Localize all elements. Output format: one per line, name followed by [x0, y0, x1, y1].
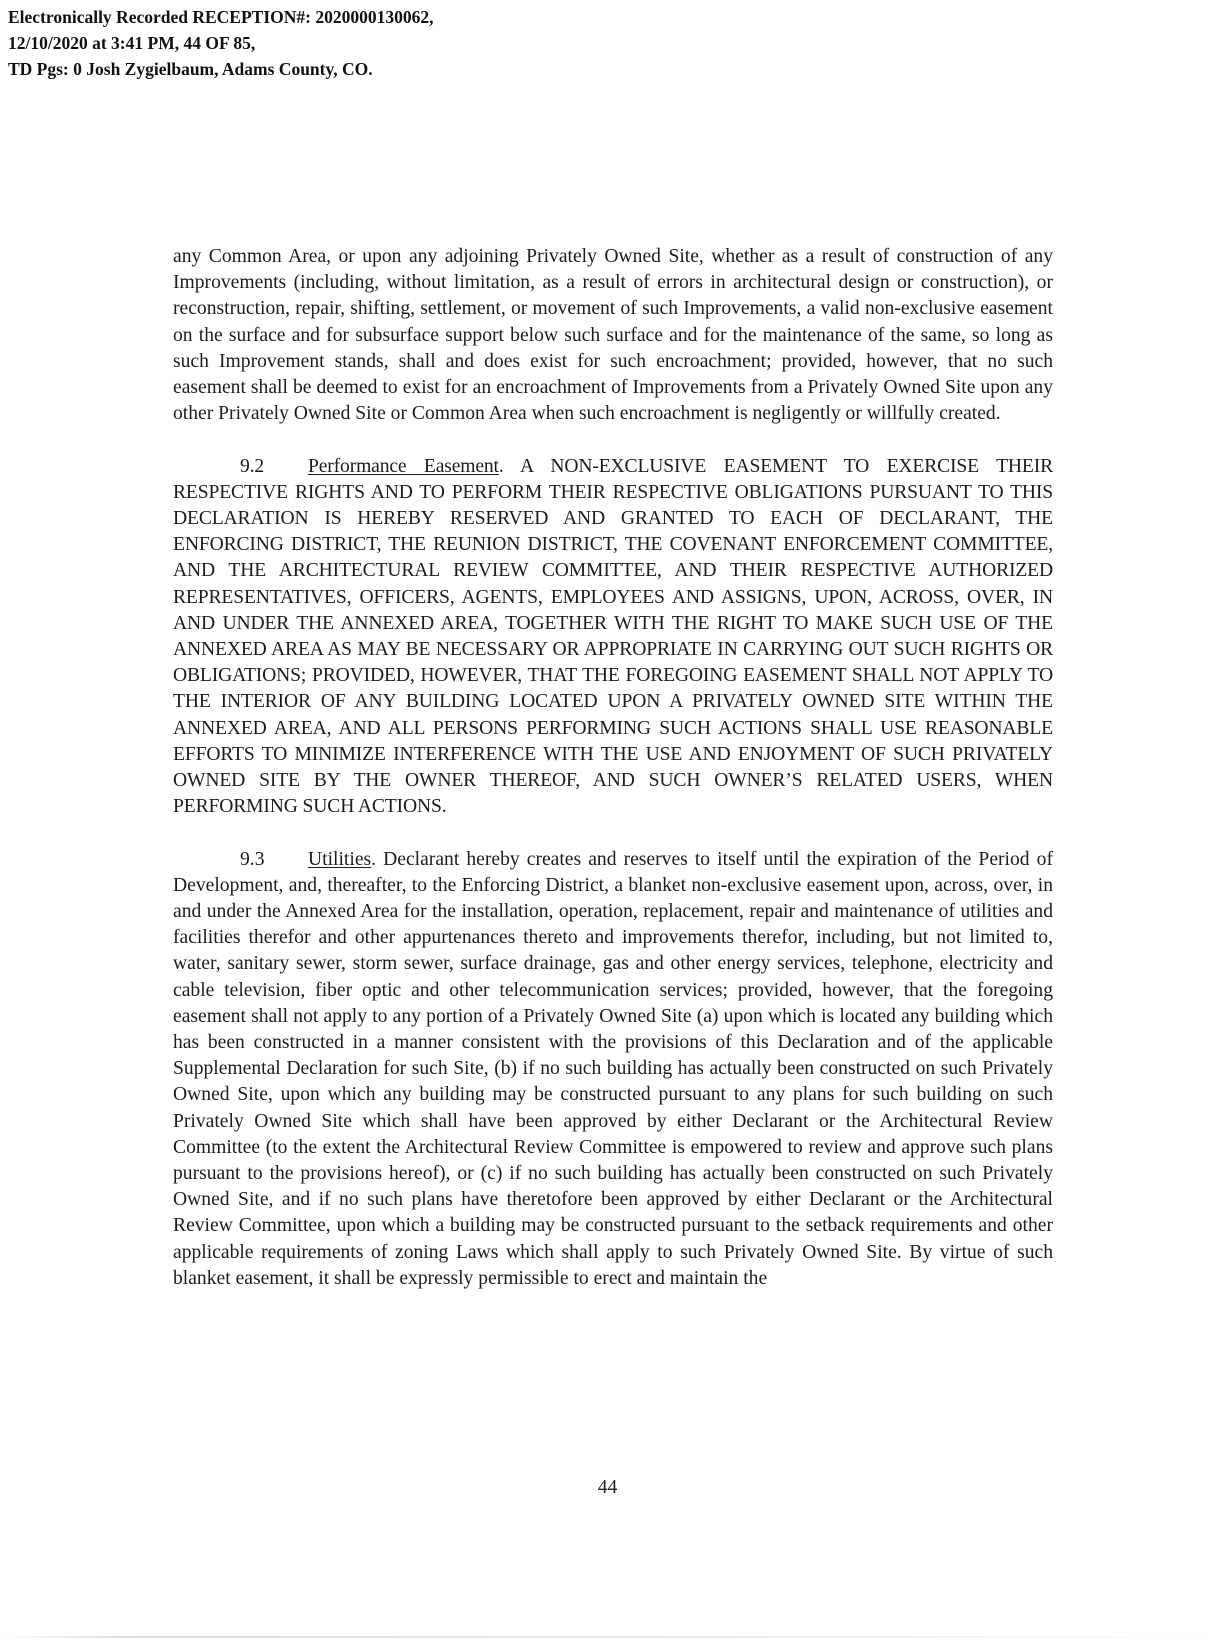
page-number: 44 [597, 1477, 618, 1498]
section-text: . Declarant hereby creates and reserves to itself until the expiration of the Period of Development, and, thereafter, to the Enforcing District, a blanket non-exclusive easement upon, across, over, in and under the Annexed Area for the installation, operation, replacement, repair and maintenance of utilities and facilities therefor and other appurtenances thereto and improvements therefor, including, but not limited to, water, sanitary sewer, storm sewer, surface drainage, gas and other energy services, telephone, electricity and cable television, fiber optic and other telecommunication services; provided, however, that the foregoing easement shall not apply to any portion of a Privately Owned Site (a) upon which is located any building which has been constructed in a manner consistent with the provisions of this Declaration and of the applicable Supplemental Declaration for such Site, (b) if no such building has actually been constructed on such Privately Owned Site, upon which any building may be constructed pursuant to any plans for such building on such Privately Owned Site which shall have been approved by either Declarant or the Architectural Review Committee (to the extent the Architectural Review Committee is empowered to review and approve such plans pursuant to the provisions hereof), or (c) if no such building has actually been constructed on such Privately Owned Site, and if no such plans have theretofore been approved by either Declarant or the Architectural Review Committee, upon which a building may be constructed pursuant to the setback requirements and other applicable requirements of zoning Laws which shall apply to such Privately Owned Site. By virtue of such blanket easement, it shall be expressly permissible to erect and maintain the [173, 848, 1053, 1289]
section-9-3 [173, 847, 1053, 1292]
recording-stamp-line-1: Electronically Recorded RECEPTION#: 2020000130062, [8, 7, 434, 27]
recording-stamp-line-2: 12/10/2020 at 3:41 PM, 44 OF 85, [8, 33, 256, 53]
document-body [173, 244, 1053, 1292]
recording-stamp [8, 4, 433, 82]
section-9-2 [173, 454, 1053, 821]
section-text: . A NON-EXCLUSIVE EASEMENT TO EXERCISE THEIR RESPECTIVE RIGHTS AND TO PERFORM THEIR RESPECTIVE OBLIGATIONS PURSUANT TO THIS DECLARATION IS HEREBY RESERVED AND GRANTED TO EACH OF DECLARANT, THE ENFORCING DISTRICT, THE REUNION DISTRICT, THE COVENANT ENFORCEMENT COMMITTEE, AND THE ARCHITECTURAL REVIEW COMMITTEE, AND THEIR RESPECTIVE AUTHORIZED REPRESENTATIVES, OFFICERS, AGENTS, EMPLOYEES AND ASSIGNS, UPON, ACROSS, OVER, IN AND UNDER THE ANNEXED AREA, TOGETHER WITH THE RIGHT TO MAKE SUCH USE OF THE ANNEXED AREA AS MAY BE NECESSARY OR APPROPRIATE IN CARRYING OUT SUCH RIGHTS OR OBLIGATIONS; PROVIDED, HOWEVER, THAT THE FOREGOING EASEMENT SHALL NOT APPLY TO THE INTERIOR OF ANY BUILDING LOCATED UPON A PRIVATELY OWNED SITE WITHIN THE ANNEXED AREA, AND ALL PERSONS PERFORMING SUCH ACTIONS SHALL USE REASONABLE EFFORTS TO MINIMIZE INTERFERENCE WITH THE USE AND ENJOYMENT OF SUCH PRIVATELY OWNED SITE BY THE OWNER THEREOF, AND SUCH OWNER’S RELATED USERS, WHEN PERFORMING SUCH ACTIONS. [173, 455, 1054, 818]
section-heading: Performance Easement [308, 455, 499, 477]
continued-paragraph: any Common Area, or upon any adjoining Privately Owned Site, whether as a result of construction of any Improvements (including, without limitation, as a result of errors in architectural design or construction), or reconstruction, repair, shifting, settlement, or movement of such Improvements, a valid non-exclusive easement on the surface and for subsurface support below such surface and for the maintenance of the same, so long as such Improvement stands, shall and does exist for such encroachment; provided, however, that no such easement shall be deemed to exist for an encroachment of Improvements from a Privately Owned Site upon any other Privately Owned Site or Common Area when such encroachment is negligently or willfully created. [173, 246, 1053, 425]
scan-edge-divider [0, 1636, 1215, 1638]
section-number: 9.2 [240, 455, 265, 477]
section-number: 9.3 [240, 848, 265, 870]
recording-stamp-line-3: TD Pgs: 0 Josh Zygielbaum, Adams County, CO. [8, 59, 373, 79]
section-heading: Utilities [308, 848, 372, 870]
